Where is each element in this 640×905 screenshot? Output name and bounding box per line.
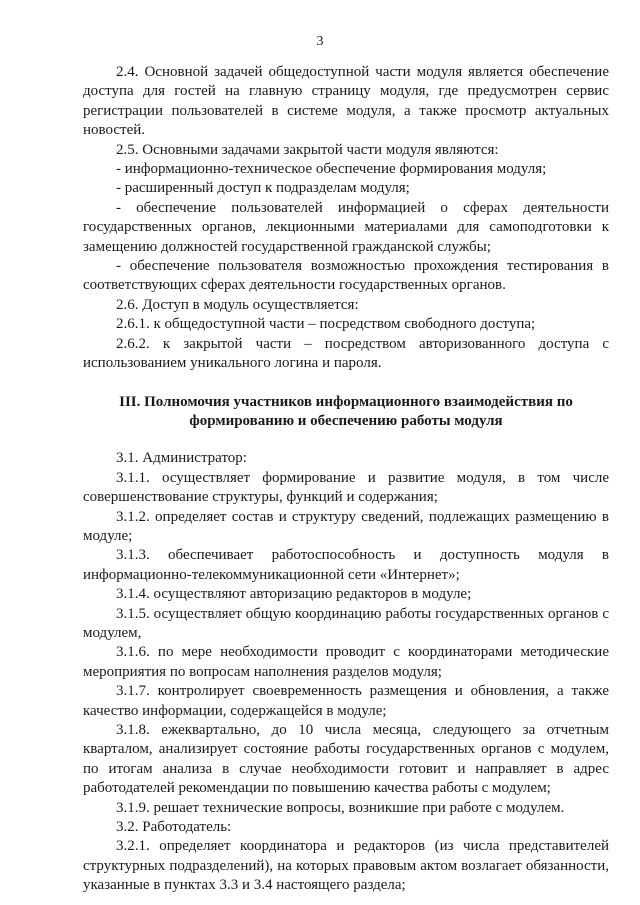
paragraph-3-1: 3.1. Администратор: (116, 450, 247, 467)
paragraph-3-1-2: 3.1.2. определяет состав и структуру сведений, подлежащих размещению в модуле; (83, 508, 609, 544)
page-number: 3 (316, 34, 324, 49)
paragraph-3-1-8: 3.1.8. ежеквартально, до 10 числа месяца, следующего за отчетным кварталом, анализирует состояние работы государственных органов с модулем, по итогам анализа в случае необходимости готовит и направляет в адрес работодателей рекомендации по повышению качества работы с модулем; (83, 722, 609, 797)
section-heading-line-2: формированию и обеспечению работы модуля (189, 412, 503, 429)
list-item-info-tech: - информационно-техническое обеспечение формирования модуля; (116, 161, 547, 178)
paragraph-3-1-4: 3.1.4. осуществляют авторизацию редакторов в модуле; (116, 586, 472, 603)
list-item-user-info: - обеспечение пользователей информацией о сферах деятельности государственных органов, лекционными материалами для самоподготовки к замещению должностей государственной гражданской службы; (83, 199, 609, 255)
paragraph-3-1-6: 3.1.6. по мере необходимости проводит с координаторами методические мероприятия по вопросам наполнения разделов модуля; (83, 644, 609, 680)
paragraph-3-1-5: 3.1.5. осуществляет общую координацию работы государственных органов с модулем, (83, 605, 609, 641)
paragraph-3-1-3: 3.1.3. обеспечивает работоспособность и доступность модуля в информационно-телекоммуникационной сети «Интернет»; (83, 547, 609, 583)
paragraph-2-5: 2.5. Основными задачами закрытой части модуля являются: (116, 141, 499, 158)
list-item-extended-access: - расширенный доступ к подразделам модуля; (116, 180, 410, 197)
paragraph-2-6: 2.6. Доступ в модуль осуществляется: (116, 296, 359, 313)
section-heading-line-1: III. Полномочия участников информационного взаимодействия по (119, 393, 573, 410)
section-heading (83, 393, 609, 432)
paragraph-3-1-1: 3.1.1. осуществляет формирование и развитие модуля, в том числе совершенствование структуры, функций и содержания; (83, 469, 609, 506)
paragraph-3-1-9: 3.1.9. решает технические вопросы, возникшие при работе с модулем. (116, 799, 565, 816)
document-body (83, 63, 609, 896)
paragraph-2-6-1: 2.6.1. к общедоступной части – посредством свободного доступа; (116, 316, 536, 333)
paragraph-2-4: 2.4. Основной задачей общедоступной части модуля является обеспечение доступа для гостей на главную страницу модуля, где предусмотрен сервис регистрации пользователей в системе модуля, а также просмотр актуальных новостей. (83, 64, 609, 139)
paragraph-3-2-1: 3.2.1. определяет координатора и редакторов (из числа представителей структурных подразделений), на которых правовым актом возлагает обязанности, указанные в пунктах 3.3 и 3.4 настоящего раздела; (83, 838, 609, 894)
paragraph-3-2: 3.2. Работодатель: (116, 819, 232, 836)
list-item-testing: - обеспечение пользователя возможностью прохождения тестирования в соответствующих сферах деятельности государственных органов. (83, 258, 609, 294)
paragraph-3-1-7: 3.1.7. контролирует своевременность размещения и обновления, а также качество информации, содержащейся в модуле; (83, 683, 609, 719)
paragraph-2-6-2: 2.6.2. к закрытой части – посредством авторизованного доступа с использованием уникального логина и пароля. (83, 335, 609, 372)
